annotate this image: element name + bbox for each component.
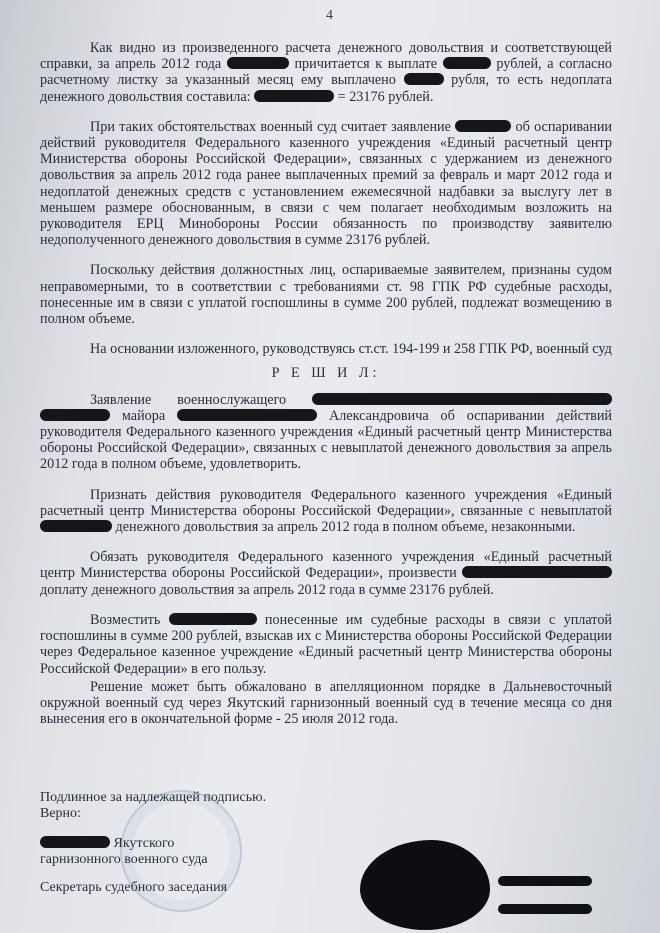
signature-redaction [360,840,490,930]
paragraph-decision-3: Обязать руководителя Федерального казенного учреждения «Единый расчетный центр Министерства обороны Российской Федерации», произвести доплату денежного довольствия за апрель 2012 года в сумме 23176 рублей. [40,549,612,598]
redaction [40,409,110,421]
redaction [443,57,491,69]
redaction [404,73,444,85]
paragraph-calculation: Как видно из произведенного расчета денежного довольствия и соответствующей справки, за апрель 2012 года причитается к выплате рублей, а согласно расчетному листку за указанный месяц ему выплачено рубля, то есть недоплата денежного довольствия составила: = 23176 рублей. [40,40,613,105]
paragraph-decision-2: Признать действия руководителя Федерального казенного учреждения «Единый расчетный центр Министерства обороны Российской Федерации», связанные с невыплатой денежного довольствия за апрель 2012 года в полном объеме, незаконными. [40,486,612,536]
redaction [40,836,110,848]
name-redaction [498,876,592,886]
footer-court-name: гарнизонного военного суда [40,852,208,867]
name-redaction [498,904,592,914]
footer-court-line: Якутского [40,836,266,852]
redaction [462,566,612,578]
paragraph-court-costs: Поскольку действия должностных лиц, оспариваемые заявителем, признаны судом неправомерными, то в соответствии с требованиями ст. 98 ГПК РФ судебные расходы, понесенные им в связи с уплатой госпошлины в сумме 200 рублей, подлежат возмещению в полном объеме. [40,262,612,328]
redaction [169,613,257,625]
redaction [177,409,317,421]
paragraph-legal-basis: На основании изложенного, руководствуясь ст.ст. 194-199 и 258 ГПК РФ, военный суд [90,341,612,358]
resolve-heading: Р Е Ш И Л: [271,365,381,382]
paragraph-decision-4: Возместить понесенные им судебные расходы в связи с уплатой госпошлины в сумме 200 рублей, взыскав их с Министерства обороны Российской Федерации через Федеральное казенное учреждение «Единый расчетный центр Министерства обороны Российской Федерации» в его пользу. [40,611,613,677]
certification-footer [40,790,266,896]
footer-original-note: Подлинное за надлежащей подписью. [40,790,267,805]
redaction [227,57,289,69]
footer-verified: Верно: [40,806,81,821]
redaction [254,90,334,102]
redaction [455,120,511,132]
paragraph-appeal: Решение может быть обжаловано в апелляционном порядке в Дальневосточный окружной военный суд через Якутский гарнизонный военный суд в течение месяца со дня вынесения его в окончательной форме - 25 июля 2012 года. [40,678,612,728]
redaction [40,520,112,532]
paragraph-decision-1: Заявление военнослужащего майора Александровича об оспаривании действий руководителя Федерального казенного учреждения «Единый расчетный центр Министерства обороны Российской Федерации», связанных с невыплатой денежного довольствия за апрель 2012 года в полном объеме, удовлетворить. [40,391,613,473]
page-number: 4 [326,8,333,23]
document-body [40,40,612,741]
redaction [312,393,612,405]
paragraph-court-finding: При таких обстоятельствах военный суд считает заявление об оспаривании действий руководителя Федерального казенного учреждения «Единый расчетный центр Министерства обороны Российской Федерации», связанных с удержанием из денежного довольствия за апрель 2012 года ранее выплаченных премий за февраль и март 2012 года и недоплатой денежных средств с установлением ежемесячной надбавки за выслугу лет в меньшем размере обоснованным, в связи с чем полагает необходимым возложить на руководителя ЕРЦ Минобороны России обязанность по производству заявителю недополученного денежного довольствия в сумме 23176 рублей. [40,118,613,249]
footer-secretary: Секретарь судебного заседания [40,880,228,895]
